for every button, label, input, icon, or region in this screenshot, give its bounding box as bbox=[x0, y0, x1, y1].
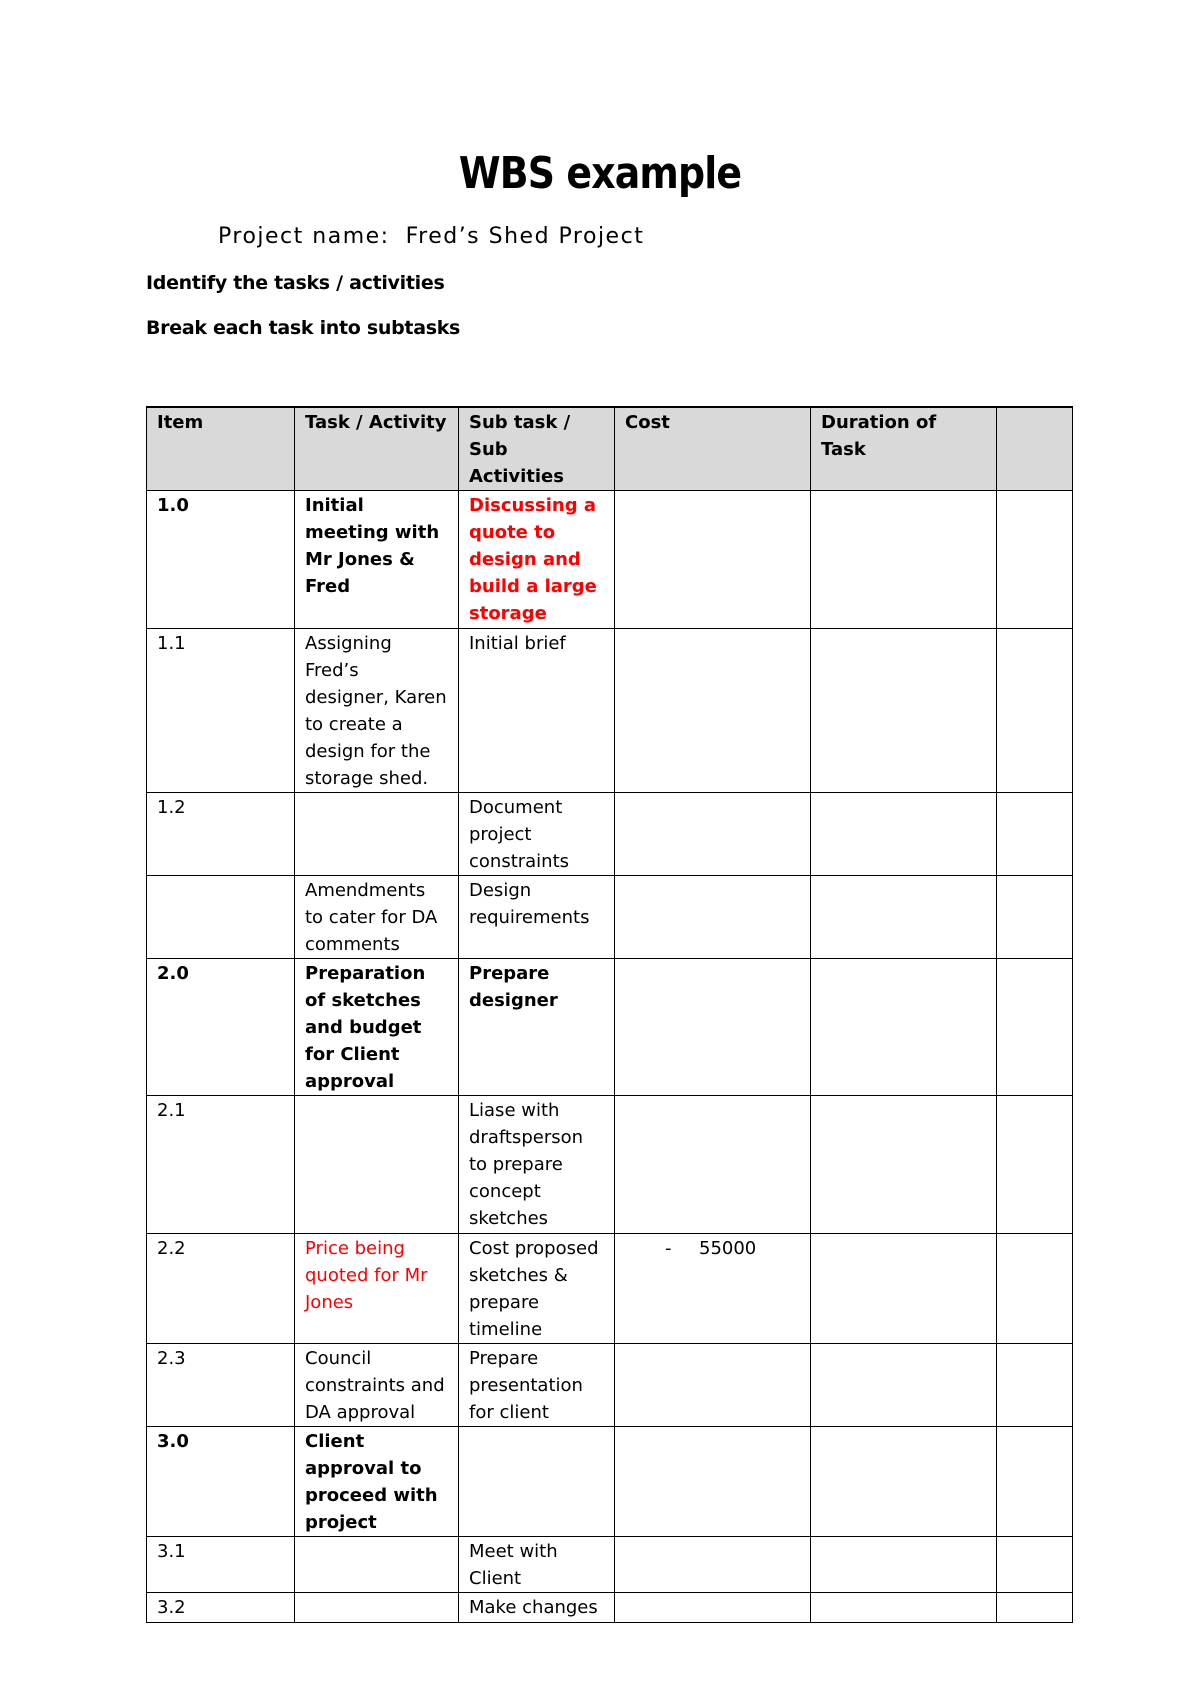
cost-dash: - bbox=[665, 1238, 672, 1259]
cell-subtask: Design requirements bbox=[459, 876, 615, 959]
cell-item: 2.0 bbox=[147, 959, 295, 1096]
cell-task bbox=[295, 1593, 459, 1623]
table-row bbox=[147, 959, 1073, 1096]
cell-cost bbox=[615, 1537, 811, 1593]
table-row bbox=[147, 876, 1073, 959]
cell-duration bbox=[811, 1593, 997, 1623]
cell-extra bbox=[997, 1096, 1073, 1234]
cell-cost bbox=[615, 1344, 811, 1427]
cost-value: 55000 bbox=[699, 1238, 757, 1259]
table-row bbox=[147, 1344, 1073, 1427]
cell-item: 1.1 bbox=[147, 629, 295, 793]
cell-duration bbox=[811, 876, 997, 959]
header-duration: Duration of Task bbox=[811, 407, 997, 491]
cell-duration bbox=[811, 1427, 997, 1537]
cell-cost bbox=[615, 876, 811, 959]
cell-task: Preparation of sketches and budget for Client approval bbox=[295, 959, 459, 1096]
cell-cost bbox=[615, 1593, 811, 1623]
cell-subtask: Make changes bbox=[459, 1593, 615, 1623]
cell-duration bbox=[811, 959, 997, 1096]
cell-cost bbox=[615, 959, 811, 1096]
cell-subtask: Liase with draftsperson to prepare concept sketches bbox=[459, 1096, 615, 1234]
cell-subtask: Document project constraints bbox=[459, 793, 615, 876]
header-cost: Cost bbox=[615, 407, 811, 491]
cell-task bbox=[295, 1537, 459, 1593]
cell-cost bbox=[615, 1096, 811, 1234]
table-row bbox=[147, 629, 1073, 793]
cell-duration bbox=[811, 491, 997, 629]
project-name-value: Fred’s Shed Project bbox=[405, 224, 645, 249]
cell-cost bbox=[615, 793, 811, 876]
cell-task: Amendments to cater for DA comments bbox=[295, 876, 459, 959]
cell-item: 2.1 bbox=[147, 1096, 295, 1234]
header-extra bbox=[997, 407, 1073, 491]
cell-duration bbox=[811, 1096, 997, 1234]
table-row bbox=[147, 1234, 1073, 1344]
cell-extra bbox=[997, 629, 1073, 793]
cell-task: Council constraints and DA approval bbox=[295, 1344, 459, 1427]
table-row bbox=[147, 491, 1073, 629]
cell-duration bbox=[811, 1344, 997, 1427]
cell-extra bbox=[997, 876, 1073, 959]
cell-subtask: Initial brief bbox=[459, 629, 615, 793]
header-subtask: Sub task / Sub Activities bbox=[459, 407, 615, 491]
table-row bbox=[147, 1096, 1073, 1234]
cell-subtask: Prepare presentation for client bbox=[459, 1344, 615, 1427]
table-row bbox=[147, 1537, 1073, 1593]
cell-item: 1.0 bbox=[147, 491, 295, 629]
header-item: Item bbox=[147, 407, 295, 491]
cell-extra bbox=[997, 959, 1073, 1096]
project-name-label: Project name: bbox=[218, 224, 390, 249]
cell-item: 2.2 bbox=[147, 1234, 295, 1344]
cell-duration bbox=[811, 793, 997, 876]
cell-task bbox=[295, 793, 459, 876]
cell-task bbox=[295, 1096, 459, 1234]
cell-duration bbox=[811, 1234, 997, 1344]
cell-cost bbox=[615, 1427, 811, 1537]
table-header-row bbox=[147, 407, 1073, 491]
table-row bbox=[147, 1427, 1073, 1537]
cell-extra bbox=[997, 1593, 1073, 1623]
cell-item: 3.0 bbox=[147, 1427, 295, 1537]
cell-duration bbox=[811, 1537, 997, 1593]
instruction-identify-tasks: Identify the tasks / activities bbox=[146, 272, 445, 294]
cell-extra bbox=[997, 1427, 1073, 1537]
cell-extra bbox=[997, 1234, 1073, 1344]
cell-task: Initial meeting with Mr Jones & Fred bbox=[295, 491, 459, 629]
cell-subtask bbox=[459, 1427, 615, 1537]
cell-cost bbox=[615, 1234, 811, 1344]
cell-duration bbox=[811, 629, 997, 793]
cell-subtask: Meet with Client bbox=[459, 1537, 615, 1593]
table-row bbox=[147, 1593, 1073, 1623]
cell-subtask: Prepare designer bbox=[459, 959, 615, 1096]
project-name-line bbox=[218, 224, 644, 249]
cell-extra bbox=[997, 491, 1073, 629]
cell-cost bbox=[615, 491, 811, 629]
cell-item: 1.2 bbox=[147, 793, 295, 876]
cell-item: 2.3 bbox=[147, 1344, 295, 1427]
instruction-break-subtasks: Break each task into subtasks bbox=[146, 317, 461, 339]
header-task: Task / Activity bbox=[295, 407, 459, 491]
page-title: WBS example bbox=[458, 148, 742, 199]
cell-task: Client approval to proceed with project bbox=[295, 1427, 459, 1537]
cell-extra bbox=[997, 793, 1073, 876]
cell-cost bbox=[615, 629, 811, 793]
cell-item: 3.1 bbox=[147, 1537, 295, 1593]
cell-item bbox=[147, 876, 295, 959]
table-row bbox=[147, 793, 1073, 876]
cell-extra bbox=[997, 1344, 1073, 1427]
cell-task: Assigning Fred’s designer, Karen to create a design for the storage shed. bbox=[295, 629, 459, 793]
cell-extra bbox=[997, 1537, 1073, 1593]
cell-subtask: Cost proposed sketches & prepare timeline bbox=[459, 1234, 615, 1344]
cell-item: 3.2 bbox=[147, 1593, 295, 1623]
wbs-table bbox=[146, 406, 1073, 1623]
cell-task: Price being quoted for Mr Jones bbox=[295, 1234, 459, 1344]
cell-subtask: Discussing a quote to design and build a large storage bbox=[459, 491, 615, 629]
